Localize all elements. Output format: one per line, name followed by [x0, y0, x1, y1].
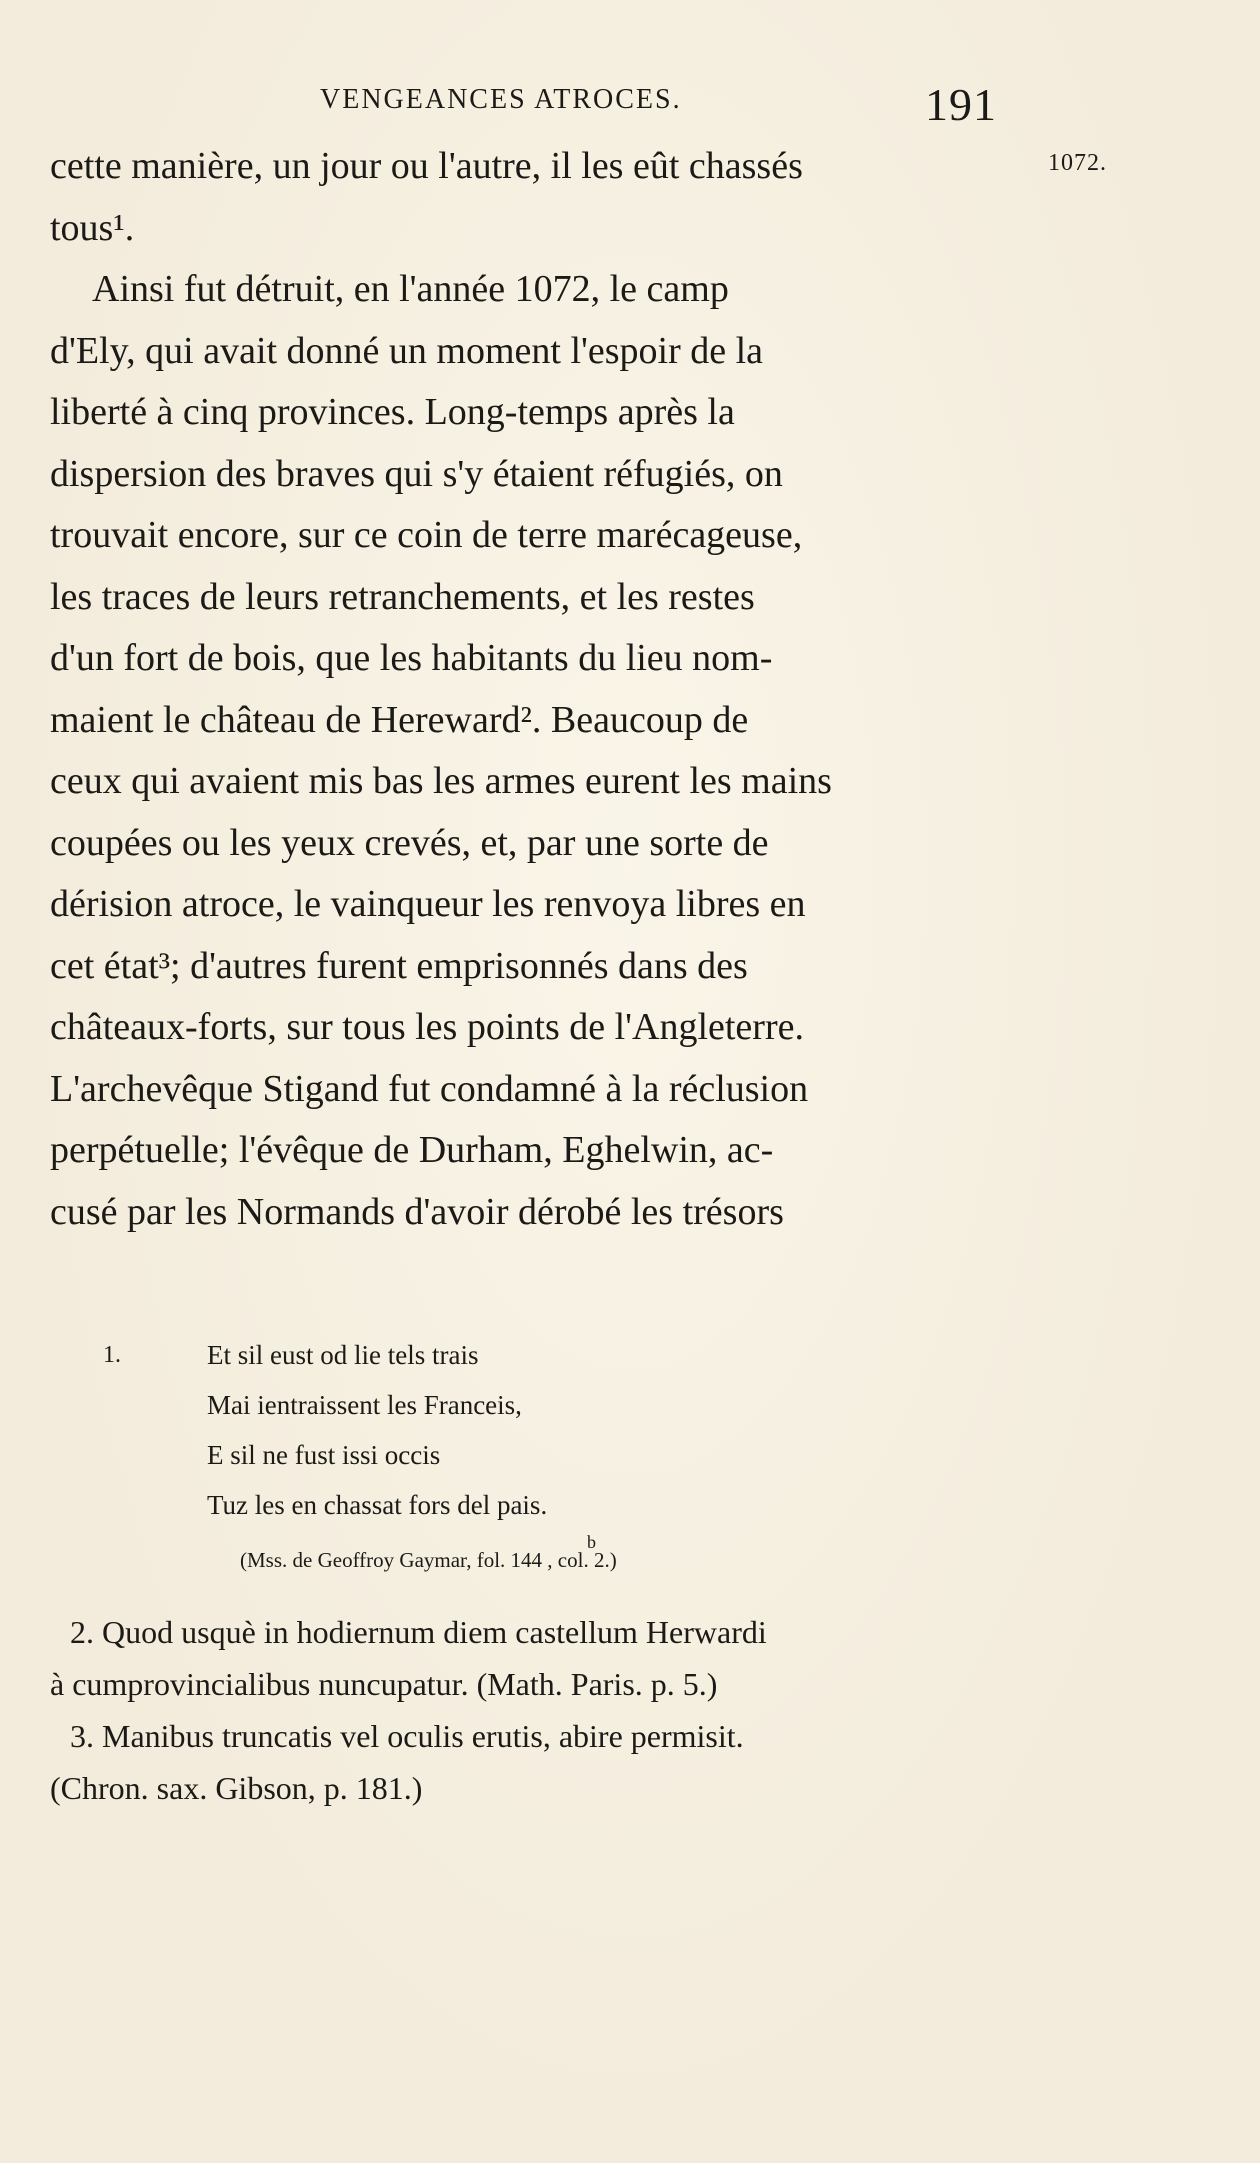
body-line: dérision atroce, le vainqueur les renvoya libres en — [50, 883, 806, 925]
body-text — [50, 136, 1010, 1243]
footnotes — [50, 1330, 1050, 1814]
source-superscript: b — [587, 1532, 596, 1552]
body-line: cette manière, un jour ou l'autre, il les eût chassés — [50, 145, 803, 187]
footnote-1-verse — [50, 1330, 1050, 1582]
footnote-line: 2. Quod usquè in hodiernum diem castellum Herwardi — [70, 1614, 767, 1650]
running-title: VENGEANCES ATROCES. — [320, 84, 682, 115]
body-line: d'un fort de bois, que les habitants du lieu nom- — [50, 637, 773, 679]
verse-line: Mai ientraissent les Franceis, — [207, 1390, 522, 1420]
body-line: cet état³; d'autres furent emprisonnés dans des — [50, 944, 748, 987]
footnote-line: à cumprovincialibus nuncupatur. (Math. Paris. p. 5.) — [50, 1666, 718, 1702]
body-line: les traces de leurs retranchements, et les restes — [50, 575, 755, 618]
footnote-number: 1. — [103, 1342, 121, 1368]
body-line: d'Ely, qui avait donné un moment l'espoir de la — [50, 329, 764, 372]
footnote-line: 3. Manibus truncatis vel oculis erutis, abire permisit. — [70, 1718, 744, 1754]
footnotes-2-3 — [50, 1606, 1050, 1814]
body-line: tous¹. — [50, 206, 135, 249]
body-line: Ainsi fut détruit, en l'année 1072, le camp — [92, 268, 729, 310]
body-line: coupées ou les yeux crevés, et, par une sorte de — [50, 821, 769, 864]
body-line: ceux qui avaient mis bas les armes eurent les mains — [50, 760, 832, 802]
source-citation: (Mss. de Geoffroy Gaymar, fol. 144 , col. 2.) — [240, 1548, 617, 1572]
body-line: maient le château de Hereward². Beaucoup de — [50, 698, 749, 741]
footnote-line: (Chron. sax. Gibson, p. 181.) — [50, 1770, 423, 1806]
running-head — [0, 78, 1260, 138]
body-line: cusé par les Normands d'avoir dérobé les trésors — [50, 1190, 784, 1233]
body-line: châteaux-forts, sur tous les points de l'Angleterre. — [50, 1006, 804, 1048]
body-line: liberté à cinq provinces. Long-temps après la — [50, 391, 735, 433]
body-line: trouvait encore, sur ce coin de terre marécageuse, — [50, 514, 803, 556]
footnote-source — [50, 1532, 1050, 1582]
verse-line: Et sil eust od lie tels trais — [207, 1340, 479, 1370]
verse-line: E sil ne fust issi occis — [207, 1440, 441, 1470]
body-line: perpétuelle; l'évêque de Durham, Eghelwin, ac- — [50, 1129, 774, 1171]
verse-line: Tuz les en chassat fors del pais. — [207, 1490, 548, 1520]
body-line: L'archevêque Stigand fut condamné à la réclusion — [50, 1067, 809, 1110]
margin-date: 1072. — [1048, 150, 1107, 176]
body-line: dispersion des braves qui s'y étaient réfugiés, on — [50, 452, 783, 495]
page-number: 191 — [925, 79, 997, 130]
